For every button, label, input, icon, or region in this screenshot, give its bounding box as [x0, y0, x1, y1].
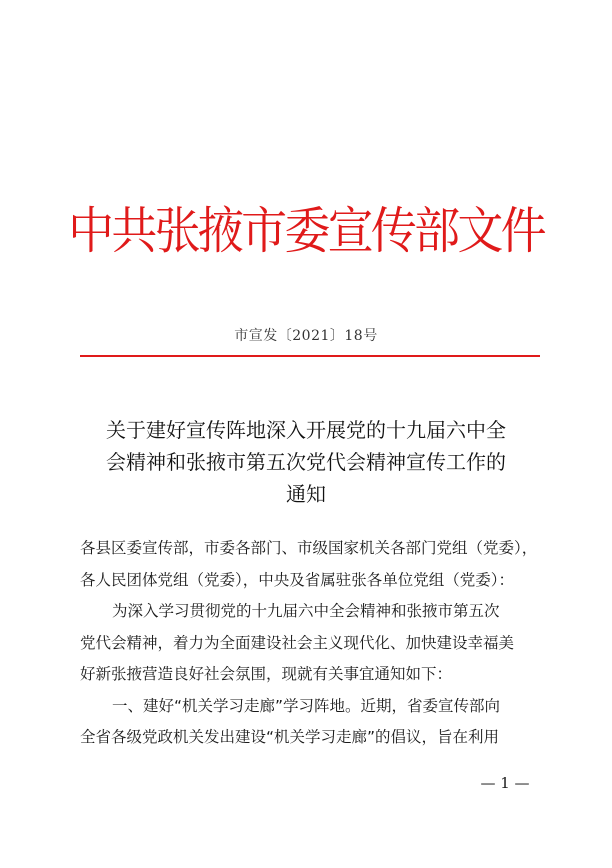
- red-divider: [80, 355, 540, 357]
- salutation-line-1: 各县区委宣传部，市委各部门、市级国家机关各部门党组（党委），: [80, 539, 538, 557]
- document-number: 市宣发〔2021〕18号: [234, 328, 378, 344]
- page-number: — 1 —: [480, 774, 530, 792]
- title-line-1: 关于建好宣传阵地深入开展党的十九届六中全: [106, 418, 506, 442]
- paragraph-1-line-2: 党代会精神，着力为全面建设社会主义现代化、加快建设幸福美: [80, 633, 515, 652]
- salutation-line-2: 各人民团体党组（党委），中央及省属驻张各单位党组（党委）：: [80, 570, 515, 589]
- body-text: [80, 533, 540, 754]
- notice-title: [70, 414, 542, 510]
- paragraph-1-line-1: 为深入学习贯彻党的十九届六中全会精神和张掖市第五次: [112, 602, 500, 620]
- title-line-3: 通知: [286, 482, 326, 506]
- paragraph-1-line-3: 好新张掖营造良好社会氛围，现就有关事宜通知如下：: [80, 665, 453, 683]
- title-line-2: 会精神和张掖市第五次党代会精神宣传工作的: [106, 450, 506, 474]
- paragraph-2-line-2: 全省各级党政机关发出建设“机关学习走廊”的倡议，旨在利用: [80, 728, 500, 746]
- masthead-title: 中共张掖市委宣传部文件: [68, 202, 544, 260]
- paragraph-2-line-1: 一、建好“机关学习走廊”学习阵地。近期，省委宣传部向: [112, 696, 501, 715]
